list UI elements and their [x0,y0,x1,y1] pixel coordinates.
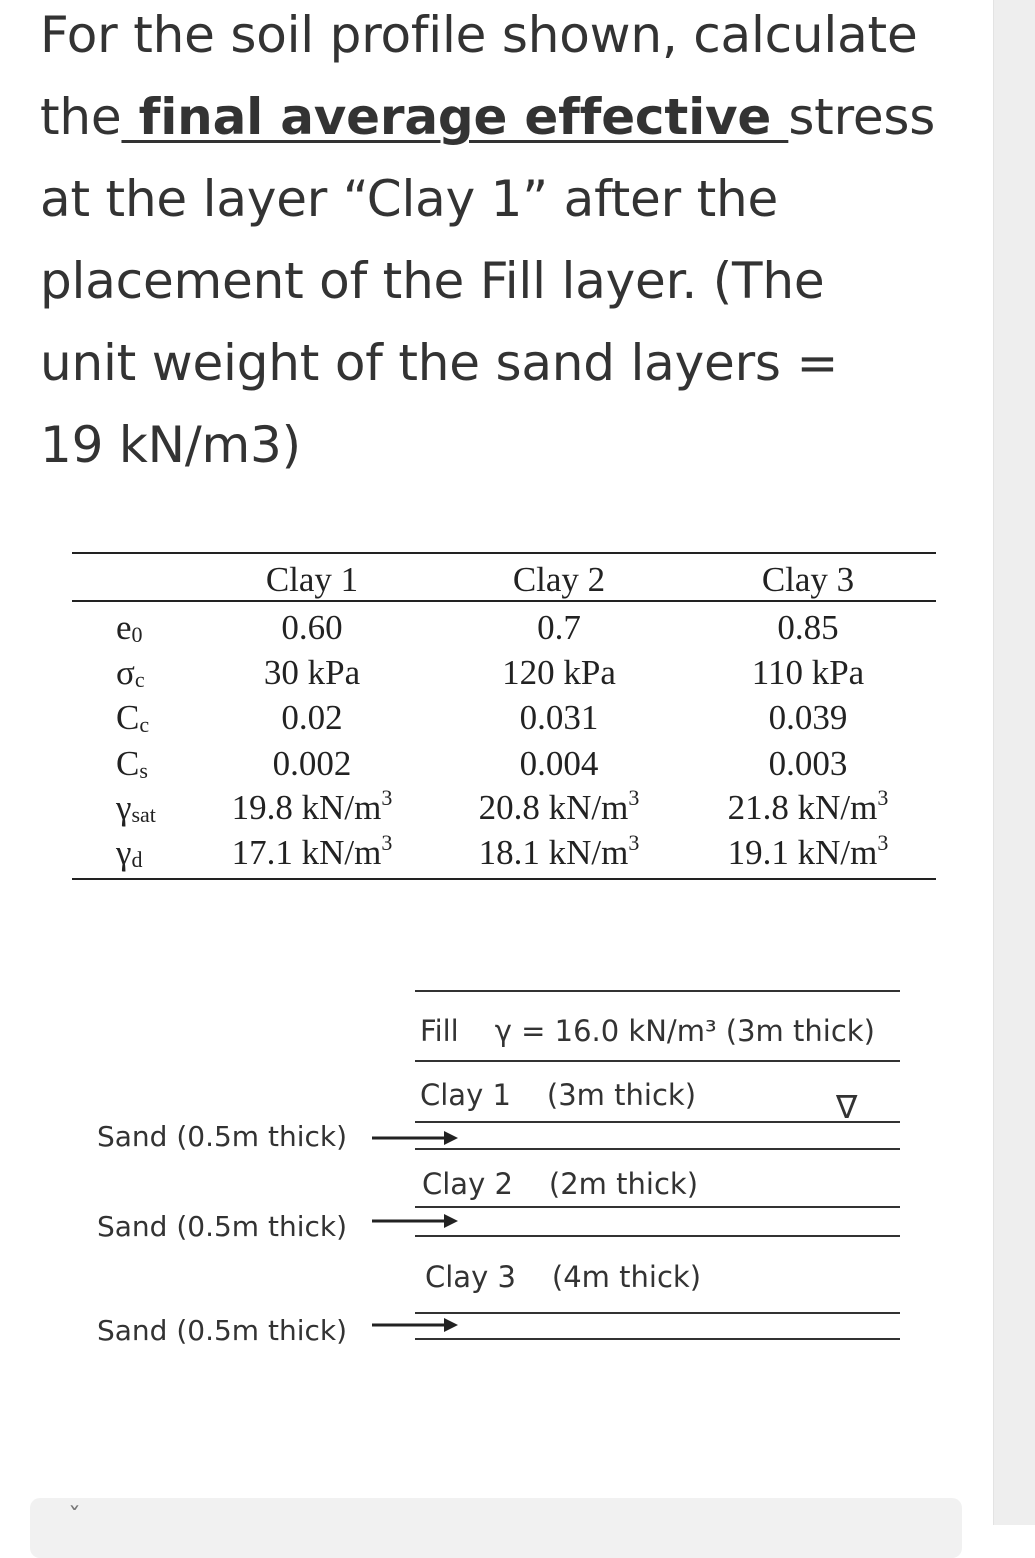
table-bottom-rule [72,878,936,880]
table-cell-value: 17.1 kN/m [231,833,382,872]
table-cell [449,653,669,693]
unit-superscript: 3 [381,830,393,855]
table-cell [449,698,669,738]
row-symbol [116,744,148,791]
fill-label [420,1014,875,1048]
row-symbol-sub: sat [131,802,156,827]
card-partial-icon: ˇ [68,1503,81,1533]
fill-bottom-line [415,1060,900,1062]
row-symbol [116,608,143,655]
table-cell-value: 21.8 kN/m [727,788,878,827]
sand-label-2: Sand (0.5m thick) [97,1210,348,1243]
row-symbol-main: C [116,744,140,783]
clay-3-label [425,1260,701,1294]
table-cell-value: 110 kPa [751,653,865,692]
table-cell-value: 0.7 [537,608,581,647]
question-line-2-suffix: stress [788,88,936,146]
clay-3-name: Clay 3 [425,1260,516,1294]
row-symbol-sub: c [134,667,145,692]
table-top-rule [72,552,936,554]
clay-2-bottom-line [415,1206,900,1208]
table-cell-value: 18.1 kN/m [478,833,629,872]
clay-3-detail: (4m thick) [551,1260,702,1294]
table-cell [698,698,918,738]
table-cell-value: 0.60 [281,608,343,647]
row-symbol-sub: s [139,758,148,783]
unit-superscript: 3 [381,785,393,810]
row-symbol [116,698,149,745]
unit-superscript: 3 [628,830,640,855]
table-cell-value: 120 kPa [502,653,616,692]
clay-1-name: Clay 1 [420,1078,511,1112]
answer-card[interactable] [30,1498,962,1558]
sand-2-bottom-line [415,1235,900,1237]
sand-3-bottom-line [415,1338,900,1340]
question-line-2 [40,76,990,158]
table-cell [202,608,422,648]
table-cell-value: 0.031 [519,698,599,737]
table-cell [698,785,918,828]
question-line-5: unit weight of the sand layers = [40,334,839,392]
table-cell-value: 0.85 [777,608,839,647]
drainage-arrow-icon [372,1211,462,1231]
question-emphasis: final average effective [121,88,789,146]
sand-label-3: Sand (0.5m thick) [97,1314,348,1347]
table-cell [698,744,918,784]
sand-label-1: Sand (0.5m thick) [97,1120,348,1153]
table-cell [202,830,422,873]
table-cell-value: 0.02 [281,698,343,737]
table-cell-value: 30 kPa [263,653,361,692]
question-line-6: 19 kN/m3) [40,416,301,474]
soil-properties-table [72,548,936,883]
table-cell [202,653,422,693]
row-symbol-main: γ [116,833,132,872]
clay-2-detail: (2m thick) [548,1167,699,1201]
unit-superscript: 3 [877,830,889,855]
sand-1-bottom-line [415,1148,900,1150]
table-cell-value: 0.039 [768,698,848,737]
clay-2-name: Clay 2 [422,1167,513,1201]
table-cell [698,830,918,873]
fill-name: Fill [420,1014,459,1048]
table-cell [449,608,669,648]
drainage-arrow-icon [372,1128,462,1148]
table-cell [449,830,669,873]
clay-1-bottom-line [415,1121,900,1123]
clay-2-label [422,1167,698,1201]
row-symbol-sub: 0 [131,622,143,647]
table-header-rule [72,600,936,602]
table-cell [202,744,422,784]
soil-profile-diagram [0,960,993,1390]
row-symbol-main: σ [116,653,135,692]
column-header-clay-3: Clay 3 [761,560,855,599]
column-header-clay-2: Clay 2 [512,560,606,599]
question-line-2-prefix: the [40,88,122,146]
question-text [40,0,990,486]
row-symbol [116,788,156,835]
table-cell [449,785,669,828]
drainage-arrow-icon [372,1315,462,1335]
table-cell [202,698,422,738]
scrollbar-track[interactable] [993,0,1035,1525]
unit-superscript: 3 [628,785,640,810]
water-table-icon: ∇ [836,1088,858,1126]
table-cell-value: 20.8 kN/m [478,788,629,827]
question-line-1: For the soil profile shown, calculate [40,6,918,64]
fill-detail: γ = 16.0 kN/m³ (3m thick) [494,1014,875,1048]
table-cell [202,785,422,828]
row-symbol-sub: c [139,712,150,737]
row-symbol [116,653,145,700]
clay-1-label [420,1078,696,1112]
column-header-clay-1: Clay 1 [265,560,359,599]
table-cell [449,744,669,784]
unit-superscript: 3 [877,785,889,810]
fill-top-line [415,990,900,992]
row-symbol-main: γ [116,788,132,827]
row-symbol-main: C [116,698,140,737]
table-cell-value: 0.004 [519,744,599,783]
table-cell-value: 19.1 kN/m [727,833,878,872]
question-line-3: at the layer “Clay 1” after the [40,170,779,228]
table-cell [698,608,918,648]
table-cell-value: 0.003 [768,744,848,783]
table-cell [698,653,918,693]
table-cell-value: 19.8 kN/m [231,788,382,827]
table-cell-value: 0.002 [272,744,352,783]
row-symbol [116,833,142,880]
row-symbol-main: e [116,608,132,647]
clay-3-bottom-line [415,1312,900,1314]
question-line-4: placement of the Fill layer. (The [40,252,825,310]
clay-1-detail: (3m thick) [546,1078,697,1112]
row-symbol-sub: d [131,847,143,872]
